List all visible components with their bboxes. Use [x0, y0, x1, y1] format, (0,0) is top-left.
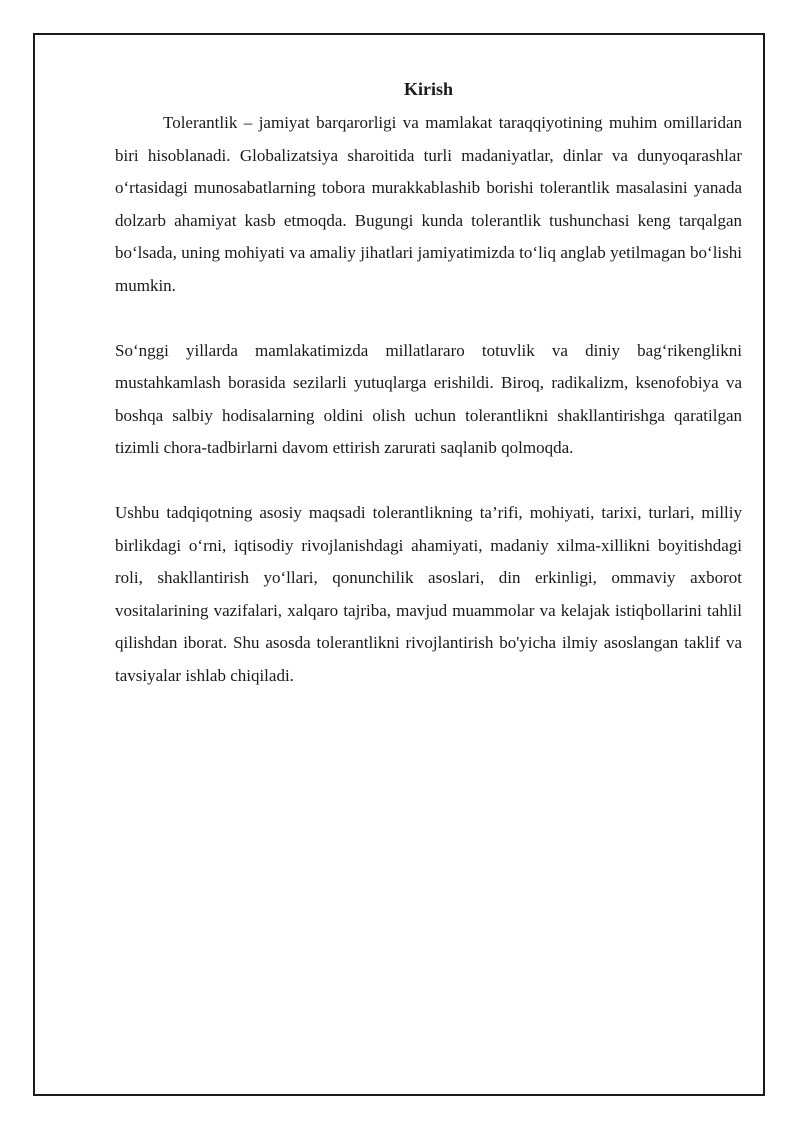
paragraph-2: So‘nggi yillarda mamlakatimizda millatlararo totuvlik va diniy bag‘rikenglikni mustahkamlash borasida sezilarli yutuqlarga erishildi. Biroq, radikalizm, ksenofobiya va boshqa salbiy hodisalarning oldini olish uchun tolerantlikni shakllantirishga qaratilgan tizimli chora-tadbirlarni davom ettirish zarurati saqlanib qolmoqda.	[115, 340, 742, 457]
paragraph-gap	[115, 465, 742, 498]
paragraph-1: Tolerantlik – jamiyat barqarorligi va mamlakat taraqqiyotining muhim omillaridan biri hisoblanadi. Globalizatsiya sharoitida turli madaniyatlar, dinlar va dunyoqarashlar o‘rtasidagi munosabatlarning tobora murakkablashib borishi tolerantlik masalasini yanada dolzarb ahamiyat kasb etmoqda. Bugungi kunda tolerantlik tushunchasi keng tarqalgan bo‘lsada, uning mohiyati va amaliy jihatlari jamiyatimizda to‘liq anglab yetilmagan bo‘lishi mumkin.	[115, 113, 742, 295]
document-title: Kirish	[403, 79, 453, 99]
paragraph-gap	[115, 302, 742, 335]
document-body	[115, 75, 742, 692]
paragraph-3: Ushbu tadqiqotning asosiy maqsadi tolerantlikning ta’rifi, mohiyati, tarixi, turlari, milliy birlikdagi o‘rni, iqtisodiy rivojlanishdagi ahamiyati, madaniy xilma-xillikni boyitishdagi roli, shakllantirish yo‘llari, qonunchilik asoslari, din erkinligi, ommaviy axborot vositalarining vazifalari, xalqaro tajriba, mavjud muammolar va kelajak istiqbollarini tahlil qilishdan iborat. Shu asosda tolerantlikni rivojlantirish bo'yicha ilmiy asoslangan taklif va tavsiyalar ishlab chiqiladi.	[115, 503, 742, 685]
